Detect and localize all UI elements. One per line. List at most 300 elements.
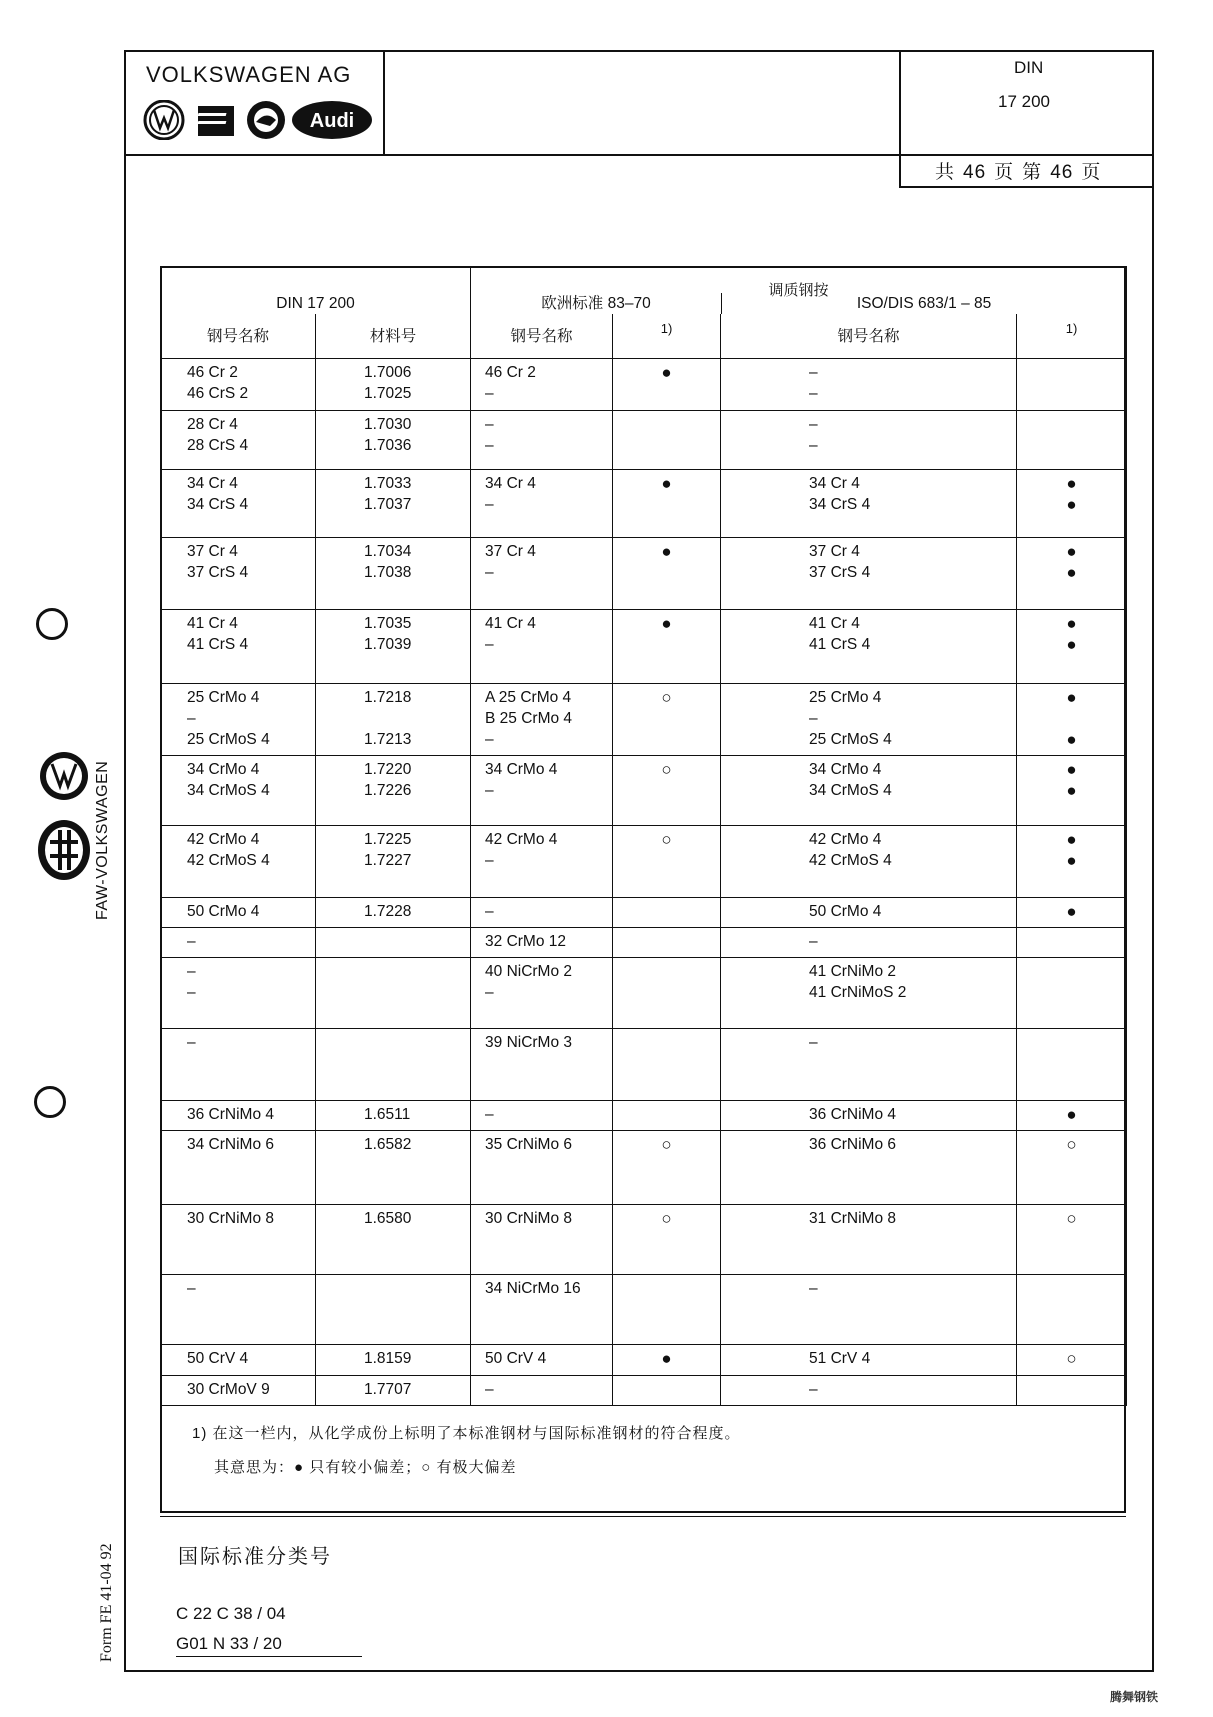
- col-note-iso-label: 1): [1065, 321, 1078, 336]
- din-steel-name: 46 Cr 2: [187, 364, 238, 381]
- page-info-total-suffix: 页: [994, 162, 1015, 183]
- iso-conformity-mark: [1017, 414, 1126, 435]
- din-steel-name-cell: [161, 1029, 316, 1101]
- classification-code: G01 N 33 / 20: [176, 1634, 282, 1653]
- iso-steel-name-cell: [721, 1205, 1017, 1275]
- table-row: [161, 898, 1127, 928]
- iso-steel-name: –: [809, 710, 818, 727]
- brand-logos: [142, 100, 374, 145]
- iso-conformity-mark: ●: [1066, 730, 1077, 749]
- iso-steel-name-cell: [721, 411, 1017, 470]
- table-row: [161, 1205, 1127, 1275]
- seat-logo-icon: [198, 106, 234, 136]
- iso-conformity-mark: ●: [1066, 902, 1077, 921]
- material-number: 1.7036: [364, 437, 412, 454]
- din-steel-name: 25 CrMo 4: [187, 689, 260, 706]
- euro-steel-name-cell: [471, 1275, 613, 1345]
- table-row: [161, 1029, 1127, 1101]
- material-number: 1.7039: [364, 636, 412, 653]
- iso-steel-name: 41 Cr 4: [809, 615, 860, 632]
- iso-steel-name: 25 CrMo 4: [809, 689, 882, 706]
- table-row: [161, 411, 1127, 470]
- euro-steel-name-cell: [471, 928, 613, 958]
- iso-conformity-mark: ●: [1066, 542, 1077, 561]
- table-row: [161, 1131, 1127, 1205]
- euro-steel-name-cell: [471, 538, 613, 610]
- material-number: 1.7707: [364, 1381, 412, 1398]
- material-number-cell: [316, 826, 471, 898]
- iso-conformity-mark: ●: [1066, 830, 1077, 849]
- audi-logo-icon: [292, 101, 372, 139]
- iso-steel-name-cell: [721, 898, 1017, 928]
- euro-conformity-mark: ○: [661, 830, 672, 849]
- euro-steel-name: –: [485, 496, 494, 513]
- iso-steel-name-cell: [721, 1275, 1017, 1345]
- euro-conformity-mark: ○: [661, 760, 672, 779]
- iso-conformity-mark-cell: [1017, 928, 1127, 958]
- group-header: 调质钢按: [768, 282, 829, 299]
- watermark: 腾舞钢铁: [1110, 1690, 1159, 1704]
- material-number-cell: [316, 359, 471, 411]
- iso-conformity-mark: ●: [1066, 495, 1077, 514]
- footnote-cell: [161, 1406, 1127, 1491]
- euro-conformity-mark: [613, 1278, 720, 1299]
- header-separator-left: [383, 50, 385, 154]
- iso-steel-name: 37 Cr 4: [809, 543, 860, 560]
- faw-vw-logos: [36, 748, 92, 913]
- iso-steel-name: 37 CrS 4: [809, 564, 871, 581]
- din-steel-name-cell: [161, 1205, 316, 1275]
- euro-conformity-mark-cell: [613, 610, 721, 684]
- din-steel-name: 34 Cr 4: [187, 475, 238, 492]
- euro-steel-name: 35 CrNiMo 6: [485, 1136, 573, 1153]
- euro-steel-name: –: [485, 852, 494, 869]
- table-row: [161, 538, 1127, 610]
- euro-conformity-mark-cell: [613, 1029, 721, 1101]
- table-row: [161, 826, 1127, 898]
- iso-steel-name: 34 CrMoS 4: [809, 782, 892, 799]
- classification-underline: [176, 1656, 362, 1657]
- table-row: [161, 958, 1127, 1029]
- material-number: 1.7220: [364, 761, 412, 778]
- iso-steel-name-cell: [721, 958, 1017, 1029]
- footnote-row: [161, 1406, 1127, 1491]
- euro-conformity-mark: [613, 562, 720, 583]
- iso-steel-name-cell: [721, 1101, 1017, 1131]
- material-number: 1.7034: [364, 543, 412, 560]
- material-number-cell: [316, 756, 471, 826]
- euro-steel-name-cell: [471, 1101, 613, 1131]
- material-number-cell: [316, 538, 471, 610]
- material-number: [364, 961, 470, 982]
- faw-vw-logos-svg: [36, 748, 92, 908]
- euro-conformity-mark: [613, 1104, 720, 1125]
- din-steel-name: –: [187, 963, 196, 980]
- din-steel-name: 34 CrNiMo 6: [187, 1136, 274, 1153]
- footnote-line-1: 1) 在这一栏内，从化学成份上标明了本标准钢材与国际标准钢材的符合程度。: [192, 1425, 741, 1442]
- euro-conformity-mark: [613, 780, 720, 801]
- iso-conformity-mark: [1017, 1379, 1126, 1400]
- euro-steel-name: 37 Cr 4: [485, 543, 536, 560]
- euro-steel-name: 34 NiCrMo 16: [485, 1280, 581, 1297]
- material-number-cell: [316, 610, 471, 684]
- din-steel-name: 41 Cr 4: [187, 615, 238, 632]
- din-steel-name-cell: [161, 538, 316, 610]
- iso-conformity-mark: [1017, 435, 1126, 456]
- iso-conformity-mark: ○: [1066, 1349, 1077, 1368]
- euro-conformity-mark: [613, 850, 720, 871]
- iso-conformity-mark-cell: [1017, 1101, 1127, 1131]
- material-number: 1.7030: [364, 416, 412, 433]
- euro-conformity-mark: [613, 435, 720, 456]
- din-steel-name: 50 CrV 4: [187, 1350, 249, 1367]
- col-note-euro-label: 1): [660, 321, 673, 336]
- euro-steel-name-cell: [471, 411, 613, 470]
- iso-steel-name: 34 CrS 4: [809, 496, 871, 513]
- euro-conformity-mark-cell: [613, 1205, 721, 1275]
- iso-conformity-mark: ●: [1066, 781, 1077, 800]
- header-divider: [124, 154, 1154, 156]
- euro-steel-name-cell: [471, 898, 613, 928]
- din-steel-name-cell: [161, 928, 316, 958]
- din-steel-name-cell: [161, 411, 316, 470]
- euro-steel-name-cell: [471, 470, 613, 538]
- material-number-cell: [316, 898, 471, 928]
- iso-steel-name: 34 Cr 4: [809, 475, 860, 492]
- material-number-cell: [316, 1275, 471, 1345]
- euro-conformity-mark: ○: [661, 688, 672, 707]
- table-row: [161, 928, 1127, 958]
- euro-conformity-mark: [613, 1379, 720, 1400]
- iso-conformity-mark-cell: [1017, 826, 1127, 898]
- iso-steel-name: 41 CrNiMoS 2: [809, 984, 907, 1001]
- faw-logo-icon: [38, 820, 90, 880]
- din-steel-name-cell: [161, 470, 316, 538]
- euro-conformity-mark: ●: [661, 614, 672, 633]
- page-info-total-prefix: 共: [935, 162, 956, 183]
- material-number: 1.6580: [364, 1210, 412, 1227]
- iso-conformity-mark-cell: [1017, 1275, 1127, 1345]
- iso-steel-name: –: [809, 933, 818, 950]
- group-header-cell: [471, 266, 1127, 314]
- col-steel-name-euro: [471, 314, 613, 359]
- iso-conformity-mark-cell: [1017, 684, 1127, 756]
- din-steel-name-cell: [161, 1131, 316, 1205]
- iso-steel-name: –: [809, 1034, 818, 1051]
- iso-conformity-mark-cell: [1017, 898, 1127, 928]
- euro-conformity-mark-cell: [613, 1101, 721, 1131]
- table-row: [161, 470, 1127, 538]
- iso-steel-name: 41 CrNiMo 2: [809, 963, 897, 980]
- iso-steel-name: –: [809, 364, 818, 381]
- page-info: [935, 157, 1109, 184]
- euro-conformity-mark-cell: [613, 898, 721, 928]
- material-number: [364, 1278, 470, 1299]
- euro-conformity-mark-cell: [613, 958, 721, 1029]
- euro-steel-name: –: [485, 1106, 494, 1123]
- col-note-euro: [613, 314, 721, 359]
- iso-steel-name: 41 CrS 4: [809, 636, 871, 653]
- euro-steel-name: 46 Cr 2: [485, 364, 536, 381]
- euro-conformity-mark: [613, 708, 720, 729]
- material-number: 1.7227: [364, 852, 412, 869]
- iso-steel-name-cell: [721, 1029, 1017, 1101]
- page-info-current-prefix: 第: [1022, 162, 1043, 183]
- euro-steel-name: B 25 CrMo 4: [485, 710, 573, 727]
- iso-header: ISO/DIS 683/1 – 85: [721, 293, 1126, 314]
- iso-steel-name-cell: [721, 538, 1017, 610]
- binder-hole: [36, 608, 68, 640]
- euro-conformity-mark: [613, 901, 720, 922]
- euro-steel-name-cell: [471, 1376, 613, 1406]
- din-steel-name: –: [187, 710, 196, 727]
- din-steel-name: 42 CrMo 4: [187, 831, 260, 848]
- iso-conformity-mark: [1017, 708, 1126, 729]
- din-steel-name: 30 CrMoV 9: [187, 1381, 270, 1398]
- din-steel-name-cell: [161, 826, 316, 898]
- iso-steel-name: 42 CrMoS 4: [809, 852, 892, 869]
- iso-steel-name: –: [809, 416, 818, 433]
- euro-steel-name-cell: [471, 610, 613, 684]
- din-steel-name: 36 CrNiMo 4: [187, 1106, 274, 1123]
- page-info-box-bottom: [899, 186, 1154, 188]
- material-number: 1.7037: [364, 496, 412, 513]
- iso-steel-name: 34 CrMo 4: [809, 761, 882, 778]
- material-number: 1.7226: [364, 782, 412, 799]
- iso-steel-name-cell: [721, 1376, 1017, 1406]
- euro-conformity-mark: [613, 1032, 720, 1053]
- din-steel-name: –: [187, 1034, 196, 1051]
- iso-steel-name: 42 CrMo 4: [809, 831, 882, 848]
- table-row: [161, 1345, 1127, 1376]
- iso-steel-name: 51 CrV 4: [809, 1350, 871, 1367]
- standard-label: DIN: [1014, 58, 1044, 77]
- euro-conformity-mark-cell: [613, 411, 721, 470]
- table-row: [161, 359, 1127, 411]
- euro-steel-name: –: [485, 385, 494, 402]
- material-number: 1.7228: [364, 903, 412, 920]
- euro-conformity-mark-cell: [613, 1131, 721, 1205]
- material-number-cell: [316, 1131, 471, 1205]
- euro-conformity-mark-cell: [613, 756, 721, 826]
- binder-hole: [34, 1086, 66, 1118]
- form-number: Form FE 41-04 92: [98, 1543, 115, 1662]
- table-row: [161, 1275, 1127, 1345]
- table-body: [161, 359, 1127, 1406]
- euro-steel-name: 30 CrNiMo 8: [485, 1210, 573, 1227]
- material-number-cell: [316, 470, 471, 538]
- table-row: [161, 684, 1127, 756]
- material-number: 1.7035: [364, 615, 412, 632]
- iso-conformity-mark-cell: [1017, 1376, 1127, 1406]
- euro-conformity-mark-cell: [613, 470, 721, 538]
- col-steel-name: [161, 314, 316, 359]
- euro-steel-name: 50 CrV 4: [485, 1350, 547, 1367]
- iso-conformity-mark: [1017, 1278, 1126, 1299]
- iso-conformity-mark: ●: [1066, 851, 1077, 870]
- din-steel-name: 50 CrMo 4: [187, 903, 260, 920]
- col-material-no-label: 材料号: [369, 327, 417, 345]
- company-name: VOLKSWAGEN AG: [146, 62, 352, 87]
- material-number: [364, 1032, 470, 1053]
- iso-conformity-mark: [1017, 982, 1126, 1003]
- material-number: 1.6511: [364, 1106, 411, 1123]
- iso-conformity-mark: ●: [1066, 614, 1077, 633]
- iso-steel-name-cell: [721, 470, 1017, 538]
- euro-steel-name: 40 NiCrMo 2: [485, 963, 573, 980]
- iso-conformity-mark-cell: [1017, 1345, 1127, 1376]
- euro-conformity-mark: ○: [661, 1209, 672, 1228]
- material-number-cell: [316, 684, 471, 756]
- table-row: [161, 1376, 1127, 1406]
- euro-conformity-mark-cell: [613, 1345, 721, 1376]
- euro-steel-name: –: [485, 731, 494, 748]
- iso-conformity-mark: [1017, 1032, 1126, 1053]
- iso-conformity-mark: [1017, 961, 1126, 982]
- iso-steel-name: 25 CrMoS 4: [809, 731, 892, 748]
- euro-steel-name: –: [485, 636, 494, 653]
- vw-side-logo-icon: [40, 752, 88, 800]
- material-number: 1.6582: [364, 1136, 412, 1153]
- iso-conformity-mark-cell: [1017, 756, 1127, 826]
- euro-steel-name-cell: [471, 684, 613, 756]
- material-number: 1.7025: [364, 385, 412, 402]
- iso-steel-name: 36 CrNiMo 6: [809, 1136, 897, 1153]
- euro-steel-name: –: [485, 984, 494, 1001]
- euro-conformity-mark: [613, 961, 720, 982]
- euro-steel-name: 41 Cr 4: [485, 615, 536, 632]
- euro-conformity-mark: [613, 634, 720, 655]
- euro-conformity-mark-cell: [613, 1275, 721, 1345]
- din-steel-name: 46 CrS 2: [187, 385, 249, 402]
- skoda-logo-icon: [247, 101, 285, 139]
- iso-conformity-mark-cell: [1017, 359, 1127, 411]
- euro-conformity-mark: ●: [661, 1349, 672, 1368]
- din-steel-name-cell: [161, 958, 316, 1029]
- euro-conformity-mark: [613, 729, 720, 750]
- section-divider: [160, 1516, 1126, 1517]
- euro-conformity-mark: [613, 414, 720, 435]
- steel-comparison-table: [160, 266, 1127, 1490]
- iso-conformity-mark-cell: [1017, 958, 1127, 1029]
- material-number: 1.7006: [364, 364, 412, 381]
- material-number: [364, 708, 470, 729]
- din-steel-name: 37 Cr 4: [187, 543, 238, 560]
- euro-conformity-mark-cell: [613, 684, 721, 756]
- table-row: [161, 756, 1127, 826]
- euro-conformity-mark: ●: [661, 542, 672, 561]
- iso-conformity-mark: ○: [1066, 1135, 1077, 1154]
- iso-steel-name: 36 CrNiMo 4: [809, 1106, 897, 1123]
- vw-logo-icon: [145, 101, 183, 139]
- col-steel-name-euro-label: 钢号名称: [510, 327, 573, 345]
- material-number-cell: [316, 958, 471, 1029]
- din-steel-name: 25 CrMoS 4: [187, 731, 270, 748]
- iso-conformity-mark-cell: [1017, 610, 1127, 684]
- iso-conformity-mark: ●: [1066, 1105, 1077, 1124]
- din-steel-name: –: [187, 1280, 196, 1297]
- din-steel-name: 42 CrMoS 4: [187, 852, 270, 869]
- din-steel-name: 37 CrS 4: [187, 564, 249, 581]
- iso-steel-name-cell: [721, 684, 1017, 756]
- header-separator-right: [899, 50, 901, 187]
- din-steel-name-cell: [161, 1345, 316, 1376]
- euro-conformity-mark-cell: [613, 1376, 721, 1406]
- material-number-cell: [316, 1101, 471, 1131]
- col-steel-name-iso-label: 钢号名称: [837, 327, 900, 345]
- euro-steel-name: 39 NiCrMo 3: [485, 1034, 573, 1051]
- iso-conformity-mark-cell: [1017, 1029, 1127, 1101]
- euro-conformity-mark-cell: [613, 538, 721, 610]
- iso-steel-name-cell: [721, 826, 1017, 898]
- iso-steel-name-cell: [721, 1131, 1017, 1205]
- iso-conformity-mark: [1017, 362, 1126, 383]
- euro-steel-name-cell: [471, 1205, 613, 1275]
- din-steel-name-cell: [161, 684, 316, 756]
- iso-steel-name-cell: [721, 359, 1017, 411]
- euro-steel-name: –: [485, 903, 494, 920]
- euro-steel-name: 32 CrMo 12: [485, 933, 566, 950]
- iso-conformity-mark: [1017, 383, 1126, 404]
- euro-steel-name-cell: [471, 826, 613, 898]
- euro-steel-name-cell: [471, 1131, 613, 1205]
- din-steel-name-cell: [161, 610, 316, 684]
- din-steel-name-cell: [161, 1101, 316, 1131]
- material-number: 1.7038: [364, 564, 412, 581]
- euro-conformity-mark-cell: [613, 359, 721, 411]
- page-info-total: 46: [963, 162, 987, 183]
- euro-steel-name-cell: [471, 1029, 613, 1101]
- iso-conformity-mark: ●: [1066, 635, 1077, 654]
- euro-steel-name-cell: [471, 359, 613, 411]
- material-number-cell: [316, 411, 471, 470]
- din-steel-name-cell: [161, 1275, 316, 1345]
- iso-conformity-mark-cell: [1017, 470, 1127, 538]
- iso-steel-name-cell: [721, 928, 1017, 958]
- page-info-current: 46: [1050, 162, 1074, 183]
- iso-steel-name-cell: [721, 756, 1017, 826]
- material-number: [364, 982, 470, 1003]
- euro-steel-name: –: [485, 782, 494, 799]
- footnote-line-2: 其意思为：● 只有较小偏差；○ 有极大偏差: [214, 1459, 517, 1476]
- din-steel-name: 28 CrS 4: [187, 437, 249, 454]
- material-number-cell: [316, 1345, 471, 1376]
- euro-steel-name-cell: [471, 1345, 613, 1376]
- col-steel-name-label: 钢号名称: [206, 327, 269, 345]
- iso-steel-name-cell: [721, 610, 1017, 684]
- din-header: DIN 17 200: [276, 295, 355, 312]
- euro-steel-name: 34 Cr 4: [485, 475, 536, 492]
- din-steel-name: 41 CrS 4: [187, 636, 249, 653]
- din-steel-name: 34 CrMo 4: [187, 761, 260, 778]
- classification-code: C 22 C 38 / 04: [176, 1604, 286, 1623]
- material-number-cell: [316, 928, 471, 958]
- col-note-iso: [1017, 314, 1127, 359]
- standard-number: 17 200: [998, 92, 1050, 111]
- euro-steel-name: –: [485, 1381, 494, 1398]
- euro-conformity-mark: [613, 383, 720, 404]
- euro-header: 欧洲标准 83–70: [541, 295, 651, 312]
- col-steel-name-iso: [721, 314, 1017, 359]
- table-header-row: [161, 266, 1127, 314]
- euro-conformity-mark: ○: [661, 1135, 672, 1154]
- iso-conformity-mark: [1017, 931, 1126, 952]
- iso-conformity-mark-cell: [1017, 1205, 1127, 1275]
- din-steel-name-cell: [161, 898, 316, 928]
- euro-conformity-mark: ●: [661, 474, 672, 493]
- din-steel-name: –: [187, 984, 196, 1001]
- column-header-row: [161, 314, 1127, 359]
